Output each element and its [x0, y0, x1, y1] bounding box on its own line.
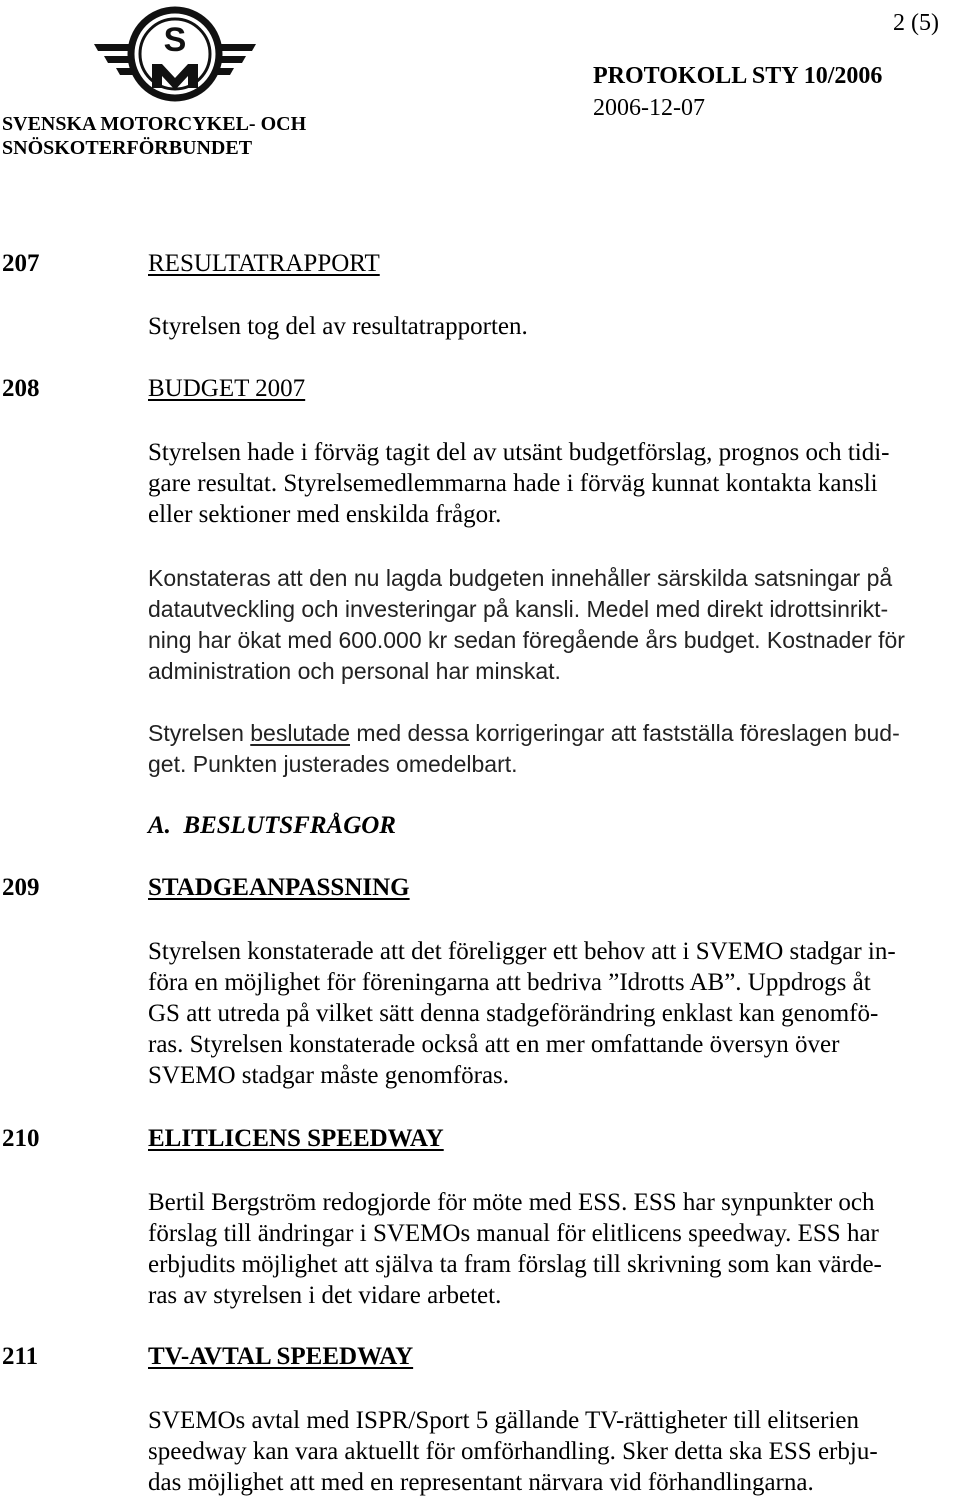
text-line: SVEMOs avtal med ISPR/Sport 5 gällande TV-rättigheter till elitserien [148, 1407, 860, 1434]
decision-word: beslutade [250, 720, 351, 746]
text-line: förslag till ändringar i SVEMOs manual för elitlicens speedway. ESS har [148, 1220, 879, 1247]
text-line: das möjlighet att med en representant närvara vid förhandlingarna. [148, 1469, 814, 1496]
text-line: datautveckling och investeringar på kansli. Medel med direkt idrottsinrikt- [148, 596, 889, 622]
text-line: Konstateras att den nu lagda budgeten innehåller särskilda satsningar på [148, 565, 893, 591]
org-name-line1: SVENSKA MOTORCYKEL- OCH [2, 113, 307, 135]
section-208-paragraph-3 [148, 718, 900, 780]
protocol-date: 2006-12-07 [593, 95, 705, 121]
org-name [2, 112, 306, 160]
text-line: ras av styrelsen i det vidare arbetet. [148, 1282, 502, 1309]
text-line: speedway kan vara aktuellt för omförhandling. Sker detta ska ESS erbju- [148, 1438, 878, 1465]
section-209-text [148, 936, 896, 1091]
section-210-number: 210 [2, 1125, 40, 1152]
text-line: Styrelsen hade i förväg tagit del av utsänt budgetförslag, prognos och tidi- [148, 439, 890, 466]
section-211-title: TV-AVTAL SPEEDWAY [148, 1343, 414, 1370]
section-207-title: RESULTATRAPPORT [148, 250, 380, 277]
text-line [148, 718, 900, 749]
text-span: Styrelsen [148, 720, 251, 746]
page-number: 2 (5) [893, 10, 939, 36]
section-208-number: 208 [2, 375, 40, 402]
text-line: get. Punkten justerades omedelbart. [148, 751, 518, 777]
svg-text:S: S [163, 21, 187, 59]
text-line: Bertil Bergström redogjorde för möte med ESS. ESS har synpunkter och [148, 1189, 875, 1216]
org-name-line2: SNÖSKOTERFÖRBUNDET [2, 137, 253, 159]
section-210-title: ELITLICENS SPEEDWAY [148, 1125, 444, 1152]
section-211-text [148, 1405, 878, 1498]
text-line: SVEMO stadgar måste genomföras. [148, 1062, 510, 1089]
section-209-number: 209 [2, 874, 40, 901]
text-line: gare resultat. Styrelsemedlemmarna hade i förväg kunnat kontakta kansli [148, 470, 878, 497]
svemo-logo [90, 4, 260, 108]
text-line: GS att utreda på vilket sätt denna stadgeförändring enklast kan genomfö- [148, 1000, 879, 1027]
protocol-title: PROTOKOLL STY 10/2006 [593, 63, 883, 89]
section-207-number: 207 [2, 250, 40, 277]
text-line: ning har ökat med 600.000 kr sedan föregående års budget. Kostnader för [148, 627, 905, 653]
section-209-title: STADGEANPASSNING [148, 874, 410, 901]
section-208-paragraph-1 [148, 437, 890, 530]
section-208-title: BUDGET 2007 [148, 375, 306, 402]
text-line: erbjudits möjlighet att själva ta fram förslag till skrivning som kan värde- [148, 1251, 882, 1278]
text-line: administration och personal har minskat. [148, 658, 561, 684]
section-207-text: Styrelsen tog del av resultatrapporten. [148, 313, 528, 340]
text-line: eller sektioner med enskilda frågor. [148, 501, 502, 528]
text-line: föra en möjlighet för föreningarna att bedriva ”Idrotts AB”. Uppdrogs åt [148, 969, 871, 996]
text-line: ras. Styrelsen konstaterade också att en mer omfattande översyn över [148, 1031, 840, 1058]
text-span: med dessa korrigeringar att fastställa föreslagen bud- [350, 720, 900, 746]
section-208-paragraph-2 [148, 563, 905, 687]
section-210-text [148, 1187, 882, 1311]
section-211-number: 211 [2, 1343, 39, 1370]
text-line: Styrelsen konstaterade att det föreligger ett behov att i SVEMO stadgar in- [148, 938, 896, 965]
section-a-heading: A. BESLUTSFRÅGOR [148, 812, 396, 839]
